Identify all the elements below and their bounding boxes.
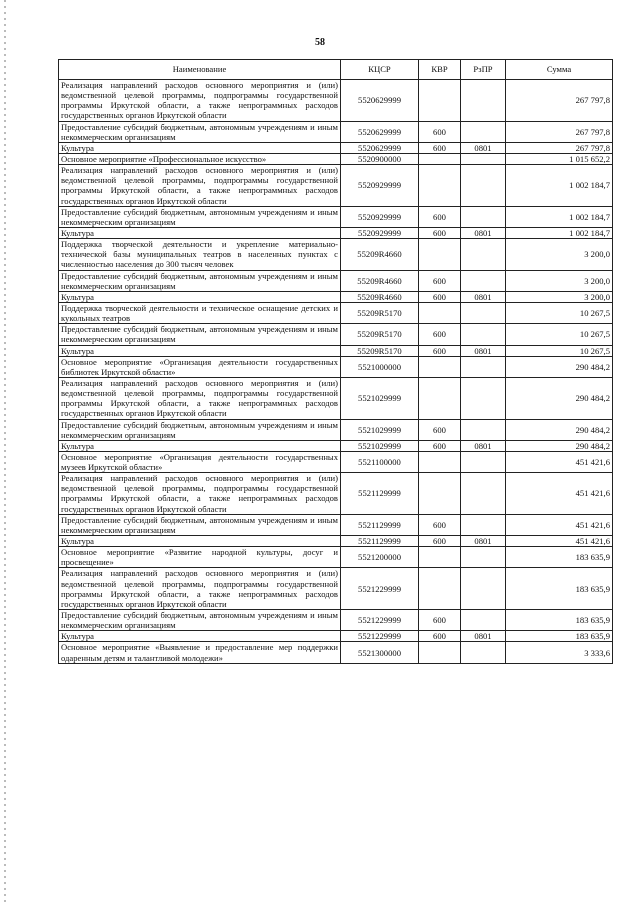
cell-rzpr [461,165,506,207]
cell-name: Поддержка творческой деятельности и укрепление материально-технической базы муниципальных театров в населенных пунктах с численностью населения до 300 тысяч человек [59,239,341,270]
table-row [59,356,613,377]
table-row [59,80,613,122]
table-row [59,153,613,164]
cell-kcsr: 5521100000 [341,451,419,472]
cell-name: Предоставление субсидий бюджетным, автономным учреждениям и иным некоммерческим организациям [59,419,341,440]
header-name: Наименование [59,60,341,80]
cell-sum: 3 200,0 [506,270,613,291]
cell-rzpr [461,642,506,663]
cell-rzpr: 0801 [461,440,506,451]
cell-kvr: 600 [419,536,461,547]
cell-sum: 267 797,8 [506,121,613,142]
cell-rzpr [461,239,506,270]
cell-sum: 1 002 184,7 [506,165,613,207]
cell-sum: 1 002 184,7 [506,227,613,238]
cell-sum: 267 797,8 [506,80,613,122]
cell-kvr: 600 [419,142,461,153]
cell-sum: 451 421,6 [506,536,613,547]
cell-name: Реализация направлений расходов основного мероприятия и (или) ведомственной целевой программы, подпрограммы государственной программы Иркутской области, а также непрограммных расходов государственных органов Иркутской области [59,377,341,419]
cell-name: Основное мероприятие «Организация деятельности государственных музеев Иркутской области» [59,451,341,472]
cell-sum: 451 421,6 [506,451,613,472]
cell-name: Основное мероприятие «Организация деятельности государственных библиотек Иркутской области» [59,356,341,377]
table-row [59,377,613,419]
cell-name: Реализация направлений расходов основного мероприятия и (или) ведомственной целевой программы, подпрограммы государственной программы Иркутской области, а также непрограммных расходов государственных органов Иркутской области [59,473,341,515]
cell-rzpr [461,514,506,535]
cell-kcsr: 5521129999 [341,473,419,515]
table-row [59,324,613,345]
cell-kvr [419,302,461,323]
cell-name: Основное мероприятие «Выявление и предоставление мер поддержки одаренным детям и талантливой молодежи» [59,642,341,663]
cell-sum: 290 484,2 [506,440,613,451]
cell-name: Реализация направлений расходов основного мероприятия и (или) ведомственной целевой программы, подпрограммы государственной программы Иркутской области, а также непрограммных расходов государственных органов Иркутской области [59,165,341,207]
cell-name: Основное мероприятие «Профессиональное искусство» [59,153,341,164]
cell-kvr: 600 [419,121,461,142]
cell-kcsr: 5520629999 [341,121,419,142]
cell-rzpr [461,270,506,291]
cell-kcsr: 5521229999 [341,568,419,610]
cell-name: Предоставление субсидий бюджетным, автономным учреждениям и иным некоммерческим организациям [59,610,341,631]
cell-sum: 451 421,6 [506,473,613,515]
cell-rzpr [461,473,506,515]
cell-rzpr [461,206,506,227]
table-row [59,206,613,227]
cell-rzpr [461,451,506,472]
cell-name: Культура [59,536,341,547]
table-row [59,121,613,142]
cell-sum: 1 015 652,2 [506,153,613,164]
cell-kcsr: 55209R4660 [341,239,419,270]
cell-kvr [419,165,461,207]
cell-kcsr: 5520900000 [341,153,419,164]
cell-name: Реализация направлений расходов основного мероприятия и (или) ведомственной целевой программы, подпрограммы государственной программы Иркутской области, а также непрограммных расходов государственных органов Иркутской области [59,80,341,122]
cell-kvr: 600 [419,345,461,356]
cell-rzpr [461,568,506,610]
cell-kcsr: 5521300000 [341,642,419,663]
cell-kvr: 600 [419,514,461,535]
cell-kcsr: 5520629999 [341,80,419,122]
cell-rzpr [461,419,506,440]
cell-sum: 3 200,0 [506,239,613,270]
cell-kcsr: 5521229999 [341,631,419,642]
table-row [59,239,613,270]
cell-kvr: 600 [419,419,461,440]
cell-name: Поддержка творческой деятельности и техническое оснащение детских и кукольных театров [59,302,341,323]
cell-sum: 1 002 184,7 [506,206,613,227]
cell-kvr [419,451,461,472]
table-row [59,642,613,663]
cell-name: Основное мероприятие «Развитие народной культуры, досуг и просвещение» [59,547,341,568]
table-row [59,568,613,610]
cell-rzpr [461,610,506,631]
cell-name: Предоставление субсидий бюджетным, автономным учреждениям и иным некоммерческим организациям [59,324,341,345]
cell-name: Предоставление субсидий бюджетным, автономным учреждениям и иным некоммерческим организациям [59,514,341,535]
cell-kvr: 600 [419,227,461,238]
cell-rzpr: 0801 [461,142,506,153]
table-row [59,536,613,547]
cell-sum: 451 421,6 [506,514,613,535]
cell-kcsr: 5520929999 [341,165,419,207]
cell-kvr: 600 [419,440,461,451]
cell-rzpr: 0801 [461,291,506,302]
cell-kvr [419,153,461,164]
cell-kcsr: 55209R5170 [341,324,419,345]
cell-name: Культура [59,291,341,302]
cell-rzpr [461,302,506,323]
table-row [59,165,613,207]
cell-sum: 10 267,5 [506,345,613,356]
table-row [59,440,613,451]
header-rzpr: РзПР [461,60,506,80]
cell-rzpr [461,80,506,122]
table-row [59,514,613,535]
cell-sum: 183 635,9 [506,631,613,642]
cell-kvr [419,547,461,568]
cell-sum: 267 797,8 [506,142,613,153]
cell-rzpr: 0801 [461,227,506,238]
header-kcsr: КЦСР [341,60,419,80]
cell-kcsr: 5521029999 [341,377,419,419]
cell-rzpr [461,356,506,377]
cell-kvr [419,568,461,610]
table-row [59,610,613,631]
cell-name: Культура [59,440,341,451]
cell-sum: 10 267,5 [506,302,613,323]
header-sum: Сумма [506,60,613,80]
cell-name: Культура [59,227,341,238]
budget-table [58,59,613,664]
cell-kvr [419,377,461,419]
cell-rzpr: 0801 [461,536,506,547]
cell-kcsr: 5521129999 [341,514,419,535]
cell-rzpr [461,121,506,142]
cell-kcsr: 5521000000 [341,356,419,377]
cell-kvr: 600 [419,270,461,291]
table-row [59,227,613,238]
table-row [59,302,613,323]
cell-kcsr: 5521229999 [341,610,419,631]
cell-kvr [419,642,461,663]
table-row [59,142,613,153]
cell-kvr: 600 [419,610,461,631]
cell-kvr: 600 [419,206,461,227]
table-row [59,451,613,472]
cell-kvr [419,80,461,122]
table-row [59,419,613,440]
cell-kvr: 600 [419,631,461,642]
page-number: 58 [315,37,325,48]
cell-kvr [419,239,461,270]
cell-kvr: 600 [419,291,461,302]
cell-kcsr: 5520629999 [341,142,419,153]
cell-name: Культура [59,631,341,642]
cell-sum: 183 635,9 [506,547,613,568]
table-row [59,345,613,356]
cell-kcsr: 5521029999 [341,440,419,451]
cell-name: Культура [59,345,341,356]
cell-rzpr: 0801 [461,345,506,356]
cell-sum: 183 635,9 [506,568,613,610]
header-row [59,60,613,80]
cell-sum: 3 333,6 [506,642,613,663]
cell-name: Культура [59,142,341,153]
cell-name: Предоставление субсидий бюджетным, автономным учреждениям и иным некоммерческим организациям [59,206,341,227]
cell-kcsr: 5520929999 [341,206,419,227]
cell-sum: 290 484,2 [506,377,613,419]
cell-sum: 183 635,9 [506,610,613,631]
cell-sum: 3 200,0 [506,291,613,302]
cell-kcsr: 5521200000 [341,547,419,568]
cell-rzpr [461,153,506,164]
cell-rzpr [461,377,506,419]
table-row [59,270,613,291]
cell-name: Предоставление субсидий бюджетным, автономным учреждениям и иным некоммерческим организациям [59,270,341,291]
cell-kcsr: 5521029999 [341,419,419,440]
cell-name: Реализация направлений расходов основного мероприятия и (или) ведомственной целевой программы, подпрограммы государственной программы Иркутской области, а также непрограммных расходов государственных органов Иркутской области [59,568,341,610]
cell-kvr [419,356,461,377]
cell-rzpr [461,547,506,568]
table-row [59,291,613,302]
cell-sum: 290 484,2 [506,356,613,377]
table-row [59,631,613,642]
cell-name: Предоставление субсидий бюджетным, автономным учреждениям и иным некоммерческим организациям [59,121,341,142]
binder-edge [4,0,6,905]
cell-sum: 290 484,2 [506,419,613,440]
table-row [59,547,613,568]
cell-kvr: 600 [419,324,461,345]
cell-kcsr: 55209R5170 [341,345,419,356]
cell-kvr [419,473,461,515]
cell-kcsr: 55209R5170 [341,302,419,323]
cell-rzpr: 0801 [461,631,506,642]
cell-kcsr: 5520929999 [341,227,419,238]
cell-rzpr [461,324,506,345]
cell-kcsr: 55209R4660 [341,270,419,291]
cell-kcsr: 55209R4660 [341,291,419,302]
cell-kcsr: 5521129999 [341,536,419,547]
table-row [59,473,613,515]
header-kvr: КВР [419,60,461,80]
cell-sum: 10 267,5 [506,324,613,345]
